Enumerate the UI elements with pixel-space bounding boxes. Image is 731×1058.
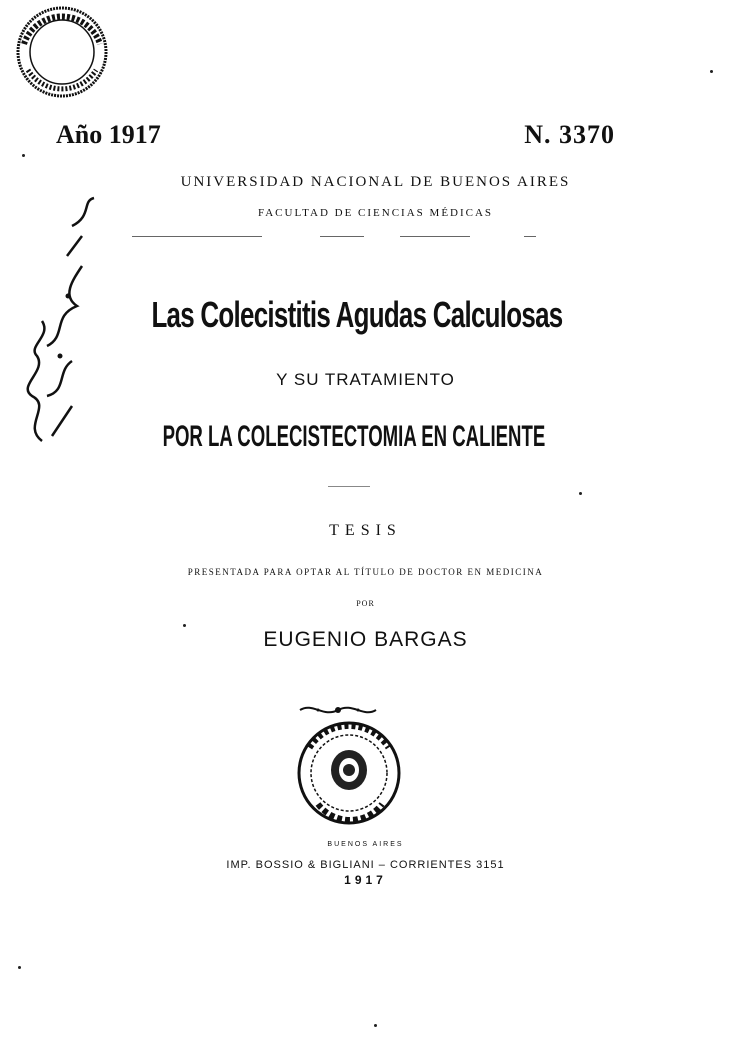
tesis-label: TESIS xyxy=(329,522,402,539)
speck xyxy=(183,624,186,627)
library-stamp-icon xyxy=(14,4,110,100)
year-label: Año 1917 xyxy=(56,120,161,149)
divider-rule xyxy=(132,236,262,237)
university-name: UNIVERSIDAD NACIONAL DE BUENOS AIRES xyxy=(180,174,571,190)
speck xyxy=(374,1024,377,1027)
faculty-name: FACULTAD DE CIENCIAS MÉDICAS xyxy=(257,207,494,219)
imprint-city: BUENOS AIRES xyxy=(327,841,404,848)
divider-rule xyxy=(320,236,364,237)
divider-rule xyxy=(400,236,470,237)
thesis-title: Las Colecistitis Agudas Calculosas xyxy=(151,294,563,335)
library-seal-icon xyxy=(290,718,408,828)
speck xyxy=(579,492,582,495)
handwritten-shelfmark xyxy=(12,196,102,446)
thesis-subtitle: Y SU TRATAMIENTO xyxy=(276,370,455,389)
imprint-printer: IMP. BOSSIO & BIGLIANI – CORRIENTES 3151 xyxy=(226,859,505,871)
speck xyxy=(18,966,21,969)
speck xyxy=(22,154,25,157)
presentation-line: PRESENTADA PARA OPTAR AL TÍTULO DE DOCTOR EN MEDICINA xyxy=(187,567,544,577)
by-label: POR xyxy=(356,599,375,608)
author-name: EUGENIO BARGAS xyxy=(263,628,468,651)
thesis-subtitle-2: POR LA COLECISTECTOMIA EN CALIENTE xyxy=(162,420,546,453)
small-divider xyxy=(328,486,370,487)
ornament-icon xyxy=(298,702,378,718)
speck xyxy=(710,70,713,73)
imprint-year: 1917 xyxy=(344,873,387,887)
divider-rule xyxy=(524,236,536,237)
catalog-number: N. 3370 xyxy=(524,120,615,149)
